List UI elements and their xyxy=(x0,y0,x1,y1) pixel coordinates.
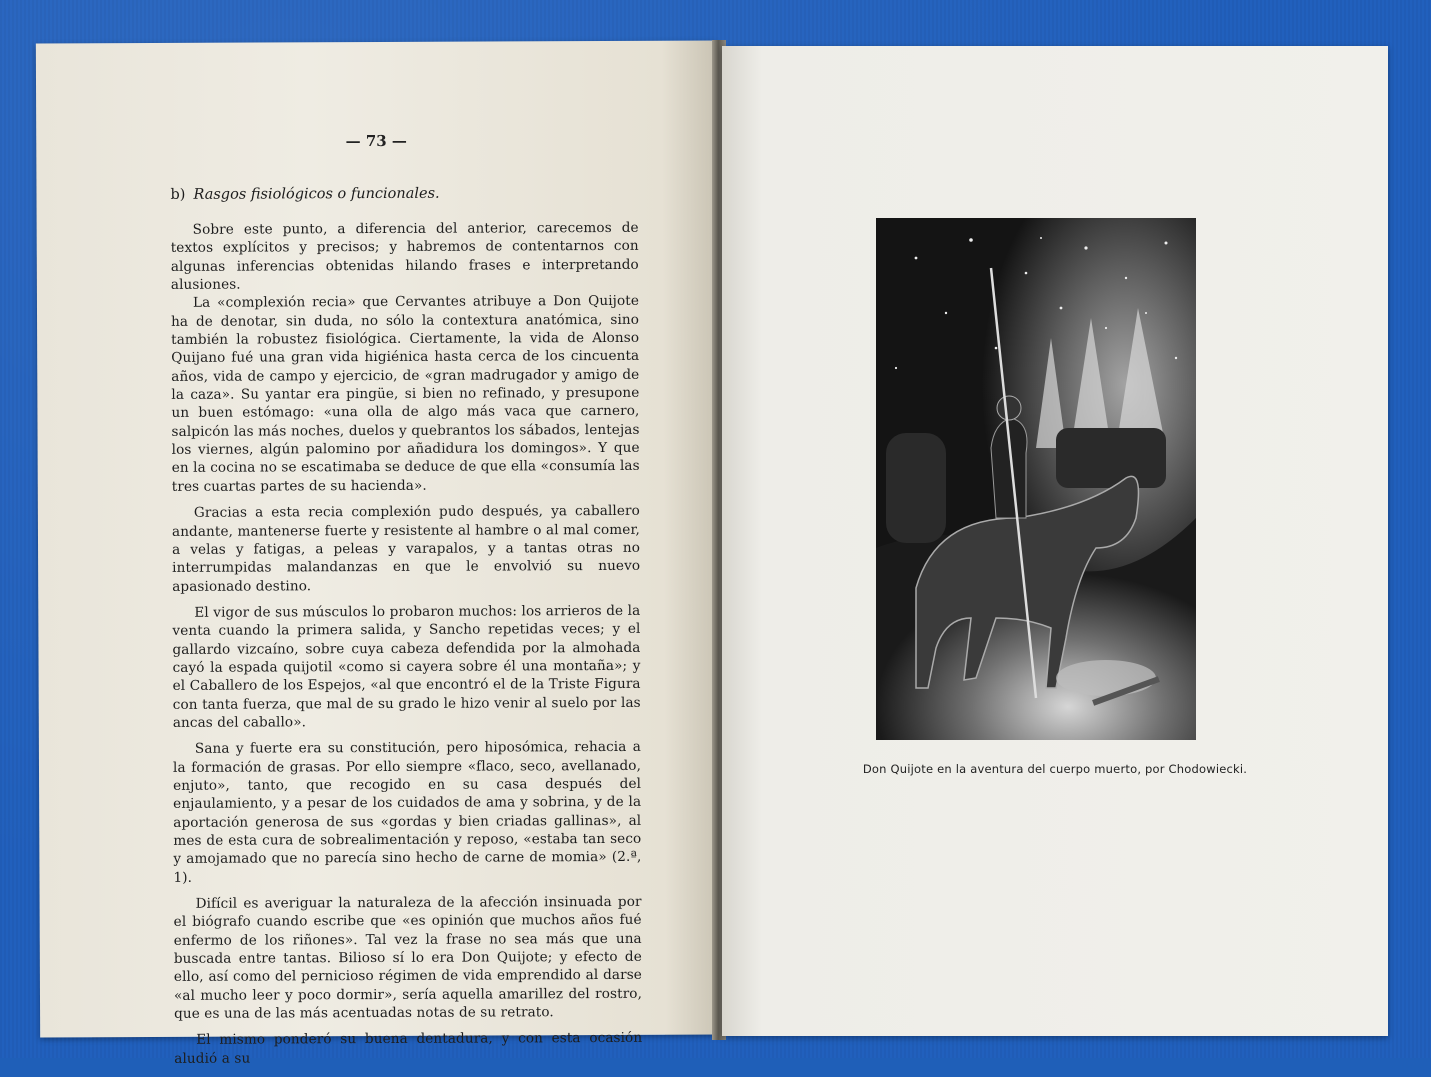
paragraph: Sobre este punto, a diferencia del anterior, carecemos de textos explícitos y precisos; y habremos de contentarnos con algunas inferencias obtenidas hilando frases e interpretando alusiones. xyxy=(170,219,639,293)
right-page xyxy=(722,46,1388,1036)
body-text xyxy=(171,219,643,1076)
section-title: Rasgos fisiológicos o funcionales. xyxy=(193,185,440,203)
paragraph: Sana y fuerte era su constitución, pero hiposómica, rehacia a la formación de grasas. Por ello siempre «flaco, seco, avellanado, enjuto», tanto, que recogido en su casa después del enjaulamiento, y a pesar de los cuidados de ama y sobrina, y de la aportación generosa de sus «gordas y bien criadas gallinas», al mes de esta cura de sobrealimentación y reposo, «estaba tan seco y amojamado que no parecía sino hecho de carne de momia» (2.ª, 1). xyxy=(172,739,642,886)
paragraph: Gracias a esta recia complexión pudo después, ya caballero andante, mantenerse fuerte y resistente al hambre o al mal comer, a velas y fatigas, a peleas y varapalos, y a tantas otras no interrumpidas malandanzas en que le envolvió su nuevo apasionado destino. xyxy=(171,503,641,595)
night-scene-engraving xyxy=(876,218,1196,740)
paragraph: El vigor de sus músculos lo probaron muchos: los arrieros de la venta cuando la primera salida, y Sancho repetidas veces; y el gallardo vizcaíno, sobre cuya cabeza defendida por la almohada cayó la espada quijotil «como si cayera sobre él una montaña»; y el Caballero de los Espejos, «al que encontró el de la Triste Figura con tanta fuerza, que mal de su grado le hizo venir al suelo por las ancas del caballo». xyxy=(172,602,641,731)
figure-caption: Don Quijote en la aventura del cuerpo muerto, por Chodowiecki. xyxy=(862,762,1248,776)
paragraph: Difícil es averiguar la naturaleza de la afección insinuada por el biógrafo cuando escribe que «es opinión que muchos años fué enfermo de los riñones». Tal vez la frase no sea más que una buscada entre tantas. Bilioso sí lo era Don Quijote; y efecto de ello, así como del pernicioso régimen de vida emprendido al darse «al mucho leer y poco dormir», sería aquella amarillez del rostro, que es una de las más acentuadas notas de su retrato. xyxy=(173,893,643,1022)
section-label: b) xyxy=(170,186,186,203)
paragraph: La «complexión recia» que Cervantes atribuye a Don Quijote ha de denotar, sin duda, no sólo la contextura anatómica, sino también la robustez fisiológica. Ciertamente, la vida de Alonso Quijano fué una gran vida higiénica hasta cerca de los cincuenta años, vida de campo y ejercicio, de «gran madrugador y amigo de la caza». Su yantar era pingüe, si bien no refinado, y presupone un buen estómago: «una olla de algo más vaca que carnero, salpicón las más noches, duelos y quebrantos los sábados, lentejas los viernes, algún palomino por añadidura los domingos». Y que en la cocina no se escatimaba se deduce de que ella «consumía las tres cuartas partes de su hacienda». xyxy=(171,293,640,495)
left-page xyxy=(36,41,720,1067)
section-heading xyxy=(170,186,439,203)
paragraph: El mismo ponderó su buena dentadura, y con esta ocasión aludió a su xyxy=(174,1030,643,1067)
engraving-illustration xyxy=(876,218,1196,740)
page-number: — 73 — xyxy=(345,131,407,151)
